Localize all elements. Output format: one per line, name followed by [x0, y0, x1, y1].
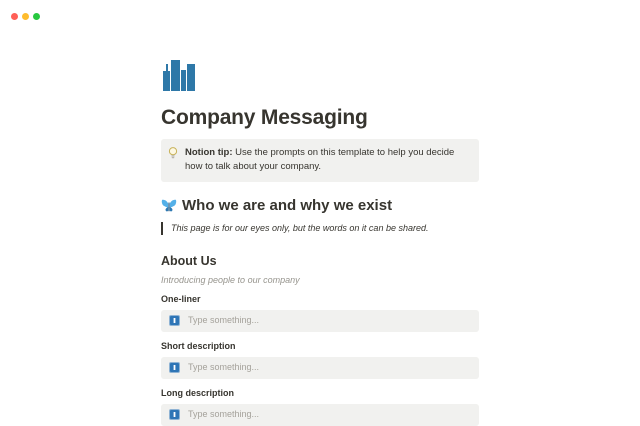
input-placeholder: Type something...: [188, 362, 260, 373]
input-field-icon: [169, 315, 180, 326]
short-description-input[interactable]: [161, 357, 479, 379]
close-button[interactable]: [11, 13, 18, 20]
about-us-caption: Introducing people to our company: [161, 275, 300, 286]
input-field-icon: [169, 409, 180, 420]
page-content: [161, 57, 479, 426]
zoom-button[interactable]: [33, 13, 40, 20]
long-description-input[interactable]: [161, 404, 479, 426]
window-controls: [11, 13, 40, 20]
callout-text: [185, 146, 469, 175]
city-skyline-icon: [161, 57, 195, 92]
input-placeholder: Type something...: [188, 315, 260, 326]
butterfly-icon: [161, 199, 177, 213]
field-label-one-liner: One-liner: [161, 294, 201, 305]
lightbulb-icon: [168, 147, 178, 160]
input-field-icon: [169, 362, 180, 373]
input-placeholder: Type something...: [188, 409, 260, 420]
callout-bold-prefix: Notion tip:: [185, 147, 233, 159]
field-label-long-description: Long description: [161, 387, 234, 398]
page-title: Company Messaging: [161, 106, 368, 129]
notion-tip-callout[interactable]: [161, 139, 479, 182]
minimize-button[interactable]: [22, 13, 29, 20]
section-heading: [161, 197, 479, 215]
section-heading-text: Who we are and why we exist: [182, 196, 393, 214]
one-liner-input[interactable]: [161, 310, 479, 332]
quote-block: This page is for our eyes only, but the words on it can be shared.: [161, 222, 479, 236]
about-us-heading: About Us: [161, 254, 217, 269]
field-label-short-description: Short description: [161, 340, 236, 351]
callout-body: Use the prompts on this template to help you decide how to talk about your company.: [185, 147, 455, 173]
